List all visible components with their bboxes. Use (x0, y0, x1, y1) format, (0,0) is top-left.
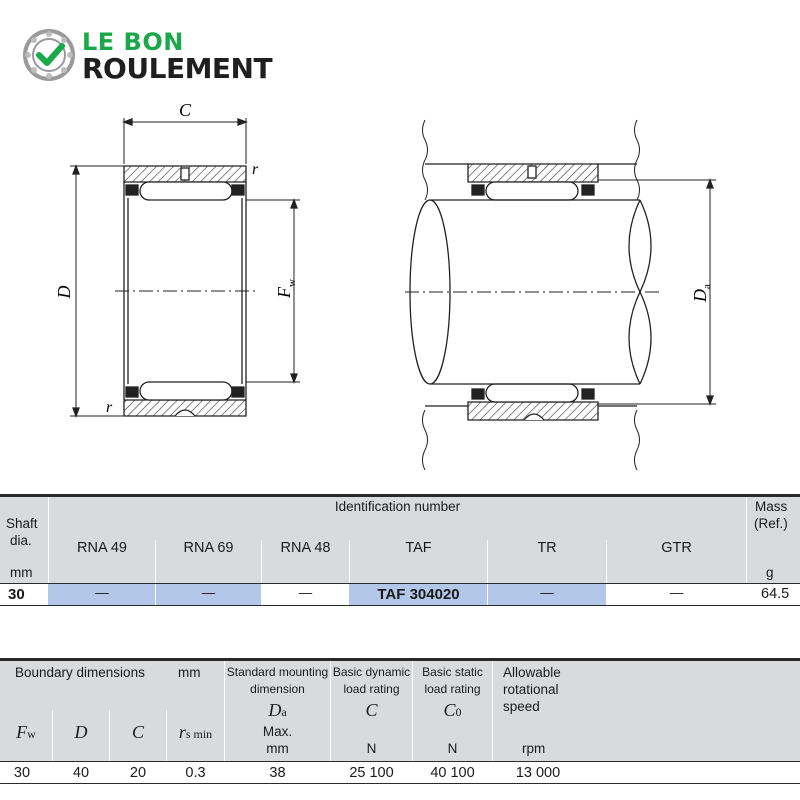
dim-label-r-bottom: r (106, 399, 113, 416)
sym-c: C (131, 722, 144, 742)
speed-unit: rpm (522, 741, 546, 756)
std-mount-unit: mm (266, 741, 289, 756)
col-header-rna48: RNA 48 (280, 540, 331, 556)
sym-d: D (74, 722, 88, 742)
val-fw: 30 (13, 765, 31, 781)
stat-rating-line1: Basic static (422, 665, 483, 679)
sym-fw: Fw (16, 722, 36, 742)
col-header-gtr: GTR (661, 540, 692, 556)
val-c: 20 (129, 765, 147, 781)
col-header-rna49: RNA 49 (77, 540, 127, 556)
row-gtr-value: — (669, 585, 684, 600)
dim-label-c: C (178, 100, 192, 120)
row-rna48-value: — (298, 585, 313, 600)
val-stat: 40 100 (430, 765, 475, 781)
dim-label-da-sub: a (701, 284, 713, 289)
val-da: 38 (269, 765, 286, 781)
dim-label-da (690, 284, 713, 303)
dim-label-d: D (54, 285, 74, 299)
dim-label-fw-main: F (274, 287, 294, 298)
speed-line3: speed (503, 699, 540, 714)
val-dyn: 25 100 (349, 765, 394, 781)
std-mount-line1: Standard mounting (226, 665, 329, 679)
stat-rating-unit: N (447, 741, 458, 756)
std-mount-max: Max. (262, 724, 293, 739)
boundary-unit: mm (178, 665, 201, 680)
dyn-rating-line2: load rating (343, 682, 400, 696)
dim-label-r-top: r (252, 161, 259, 178)
dim-label-da-main: D (690, 289, 710, 302)
std-mount-line2: dimension (250, 682, 305, 696)
mass-header-line1: Mass (755, 499, 788, 514)
sym-r: rs min (178, 722, 213, 742)
shaft-header-line1: Shaft (6, 516, 38, 531)
speed-line2: rotational (503, 682, 559, 697)
dimensions-table (0, 658, 800, 788)
boundary-title: Boundary dimensions (15, 665, 145, 680)
shaft-header-line2: dia. (10, 533, 32, 548)
identification-table (0, 494, 800, 614)
speed-line1: Allowable (503, 665, 561, 680)
row-shaft-value: 30 (8, 586, 25, 603)
stat-rating-symbol: C0 (443, 700, 462, 720)
dyn-rating-unit: N (366, 741, 377, 756)
row-mass-value: 64.5 (761, 586, 790, 602)
val-d: 40 (72, 765, 90, 781)
mass-header-line2: (Ref.) (754, 516, 788, 531)
row-rna49-value: — (95, 585, 109, 600)
col-header-tr: TR (537, 540, 557, 556)
bearing-section-view (70, 118, 300, 416)
row-taf-value: TAF 304020 (377, 586, 460, 603)
identification-title: Identification number (334, 499, 461, 514)
logo-text-bottom: ROULEMENT (82, 52, 273, 85)
mounting-section-view (405, 120, 716, 470)
dyn-rating-line1: Basic dynamic (332, 665, 411, 679)
col-header-taf: TAF (405, 540, 432, 556)
row-tr-value: — (540, 585, 554, 600)
mass-header-unit: g (766, 565, 774, 580)
logo-text-top: LE BON (82, 28, 184, 56)
dyn-rating-symbol: C (365, 700, 378, 720)
val-speed: 13 000 (515, 765, 561, 781)
col-header-rna69: RNA 69 (183, 540, 234, 556)
shaft-header-unit: mm (10, 565, 33, 580)
row-rna69-value: — (201, 585, 216, 600)
stat-rating-line2: load rating (424, 682, 481, 696)
dim-label-fw-sub: w (286, 279, 298, 287)
std-mount-symbol: Da (268, 700, 287, 720)
val-r: 0.3 (185, 765, 206, 781)
